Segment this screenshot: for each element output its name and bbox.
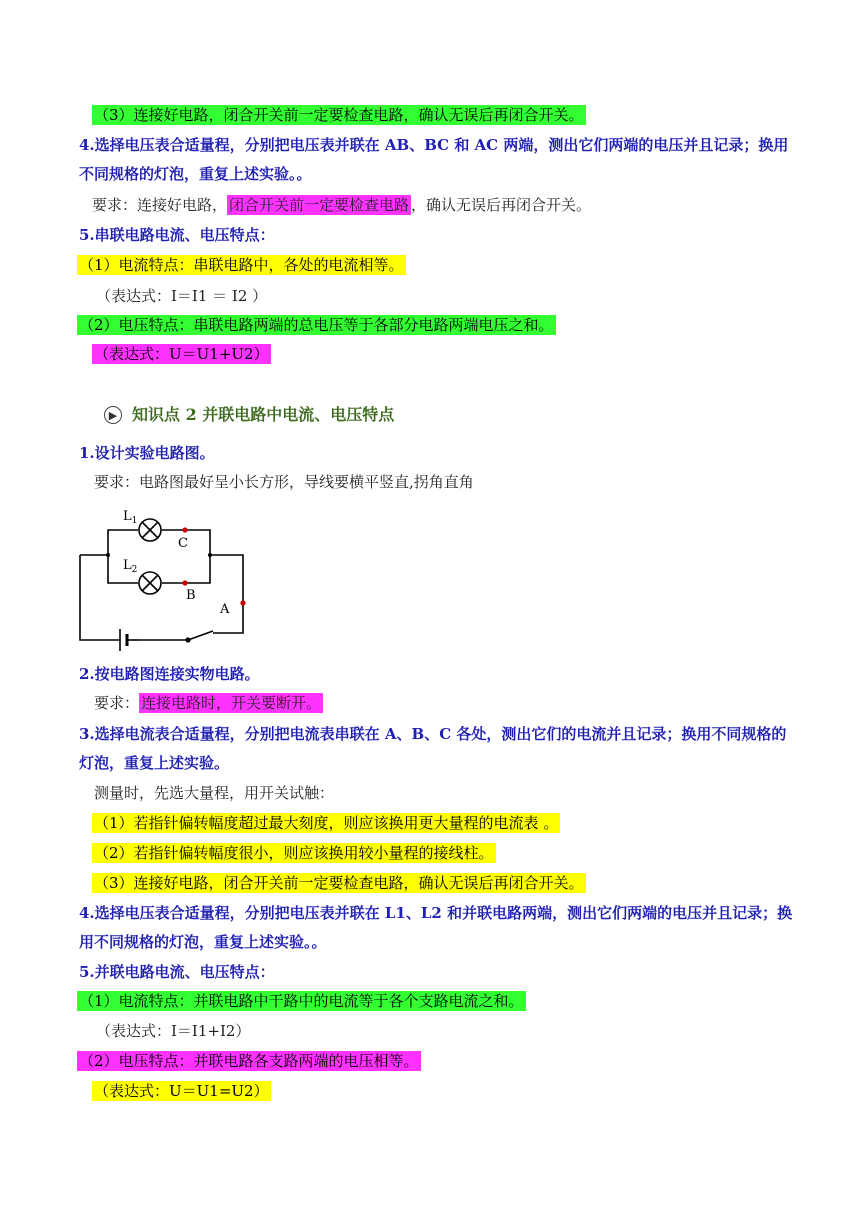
- step3-line2: 灯泡，重复上述实验。: [79, 754, 230, 772]
- step5-title-top: 5.串联电路电流、电压特点：: [79, 226, 275, 244]
- label-c: C: [178, 536, 188, 551]
- lamp-l2-icon: [139, 572, 161, 594]
- lamp-l1-icon: [139, 519, 161, 541]
- step4-line1: 4.选择电压表合适量程，分别把电压表并联在 L1、L2 和并联电路两端，测出它们两端的电压并且记录；换: [79, 904, 793, 922]
- step4-line1-top: 4.选择电压表合适量程，分别把电压表并联在 AB、BC 和 AC 两端，测出它们两端的电压并且记录；换用: [79, 136, 789, 154]
- requirement-3-top: （3）连接好电路，闭合开关前一定要检查电路，确认无误后再闭合开关。: [94, 106, 584, 124]
- step4-line2: 用不同规格的灯泡，重复上述实验。。: [79, 933, 327, 951]
- label-a: A: [220, 602, 230, 617]
- parallel-voltage-formula: （表达式：U＝U1=U2）: [94, 1082, 269, 1100]
- branch-upper-left: [108, 530, 138, 555]
- step3-line1: 3.选择电流表合适量程，分别把电流表串联在 A、B、C 各处，测出它们的电流并且记录；换用不同规格的: [79, 725, 787, 743]
- step5-title: 5.并联电路电流、电压特点：: [79, 963, 275, 981]
- requirement-line-top: 要求：连接好电路， 闭合开关前一定要检查电路 ，确认无误后再闭合开关。: [92, 196, 592, 214]
- series-current-feature: （1）电流特点：串联电路中，各处的电流相等。: [79, 256, 404, 274]
- point-b-marker: [182, 580, 187, 585]
- requirement-2: （2）若指针偏转幅度很小，则应该换用较小量程的接线柱。: [94, 844, 494, 862]
- switch-icon: [186, 631, 213, 642]
- parallel-current-formula: （表达式：I＝I1+I2）: [96, 1022, 251, 1040]
- requirement-3: （3）连接好电路，闭合开关前一定要检查电路，确认无误后再闭合开关。: [94, 874, 584, 892]
- step2-requirement: 要求： 连接电路时，开关要断开。: [94, 694, 322, 712]
- play-circle-icon: ▶: [104, 406, 122, 424]
- step1-title: 1.设计实验电路图。: [79, 444, 215, 462]
- point-a-marker: [240, 600, 245, 605]
- parallel-circuit-diagram: [70, 505, 260, 655]
- step4-line2-top: 不同规格的灯泡，重复上述实验。。: [79, 165, 312, 183]
- label-b: B: [186, 588, 196, 603]
- requirement-1: （1）若指针偏转幅度超过最大刻度，则应该换用更大量程的电流表 。: [94, 814, 559, 832]
- wire-right: [210, 555, 243, 633]
- point-c-marker: [182, 527, 187, 532]
- label-l2: $L_2$: [123, 558, 138, 575]
- series-current-formula: （表达式：I＝I1 ＝ I2 ）: [96, 287, 268, 305]
- step1-requirement: 要求：电路图最好呈小长方形，导线要横平竖直,拐角直角: [94, 473, 474, 491]
- parallel-current-feature: （1）电流特点：并联电路中干路中的电流等于各个支路电流之和。: [79, 992, 524, 1010]
- section-title: 知识点 2 并联电路中电流、电压特点: [132, 405, 395, 424]
- battery-icon: [120, 629, 140, 651]
- step2-title: 2.按电路图连接实物电路。: [79, 665, 260, 683]
- series-voltage-feature: （2）电压特点：串联电路两端的总电压等于各部分电路两端电压之和。: [79, 316, 554, 334]
- label-l1: $L_1$: [123, 509, 138, 526]
- series-voltage-formula: （表达式：U＝U1+U2）: [94, 345, 269, 363]
- parallel-voltage-feature: （2）电压特点：并联电路各支路两端的电压相等。: [79, 1052, 419, 1070]
- measure-note: 测量时，先选大量程，用开关试触：: [94, 784, 335, 802]
- wire-left: [80, 555, 120, 640]
